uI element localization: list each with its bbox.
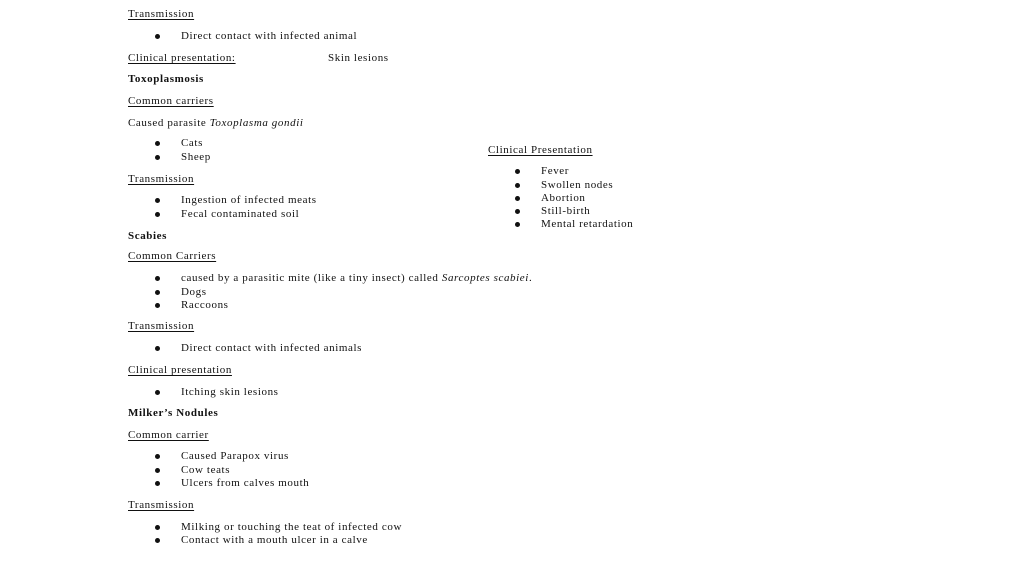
toxoplasmosis-cause-prefix: Caused parasite: [128, 117, 210, 129]
milkers-nodules-carrier-item: Caused Parapox virus: [155, 450, 289, 463]
toxoplasmosis-clinical-heading: Clinical Presentation: [488, 144, 593, 156]
milkers-nodules-carrier-heading: Common carrier: [128, 429, 209, 441]
scabies-carriers-heading: Common Carriers: [128, 250, 217, 262]
milkers-nodules-carrier-item: Cow teats: [155, 464, 230, 477]
scabies-cause-item: [155, 272, 532, 285]
scabies-cause-prefix: caused by a parasitic mite (like a tiny insect) called: [181, 272, 442, 284]
milkers-nodules-transmission-heading: Transmission: [128, 499, 195, 511]
toxoplasmosis-carrier-item: Sheep: [155, 151, 211, 164]
scabies-organism: Sarcoptes scabiei: [441, 272, 529, 284]
scabies-carrier-item: Dogs: [155, 286, 207, 299]
milkers-nodules-transmission-item: Milking or touching the teat of infected cow: [155, 521, 402, 534]
toxoplasmosis-transmission-item: Fecal contaminated soil: [155, 208, 299, 221]
milkers-nodules-title: Milker’s Nodules: [128, 407, 219, 419]
toxoplasmosis-title: Toxoplasmosis: [128, 73, 204, 85]
scabies-carrier-item: Raccoons: [155, 299, 229, 312]
toxoplasmosis-clinical-item: Mental retardation: [515, 218, 633, 231]
milkers-nodules-carrier-item: Ulcers from calves mouth: [155, 477, 309, 490]
milkers-nodules-transmission-item: Contact with a mouth ulcer in a calve: [155, 534, 368, 547]
scabies-title: Scabies: [128, 230, 168, 242]
prev-transmission-heading: Transmission: [128, 8, 195, 20]
toxoplasmosis-clinical-item: Abortion: [515, 192, 586, 205]
toxoplasmosis-transmission-heading: Transmission: [128, 173, 195, 185]
scabies-transmission-item: Direct contact with infected animals: [155, 342, 362, 355]
toxoplasmosis-carrier-item: Cats: [155, 137, 203, 150]
prev-clinical-value: Skin lesions: [328, 52, 389, 64]
toxoplasmosis-cause: [128, 117, 304, 130]
toxoplasmosis-clinical-item: Swollen nodes: [515, 179, 613, 192]
scabies-clinical-item: Itching skin lesions: [155, 386, 279, 399]
toxoplasmosis-clinical-item: Still-birth: [515, 205, 590, 218]
toxoplasmosis-transmission-item: Ingestion of infected meats: [155, 194, 317, 207]
prev-clinical-heading: Clinical presentation:: [128, 52, 236, 64]
toxoplasmosis-clinical-item: Fever: [515, 165, 569, 178]
prev-transmission-item: Direct contact with infected animal: [155, 30, 357, 43]
toxoplasmosis-carriers-heading: Common carriers: [128, 95, 214, 107]
scabies-clinical-heading: Clinical presentation: [128, 364, 232, 376]
toxoplasmosis-organism: Toxoplasma gondii: [209, 117, 304, 129]
scabies-cause-suffix: .: [528, 272, 533, 284]
scabies-transmission-heading: Transmission: [128, 320, 195, 332]
